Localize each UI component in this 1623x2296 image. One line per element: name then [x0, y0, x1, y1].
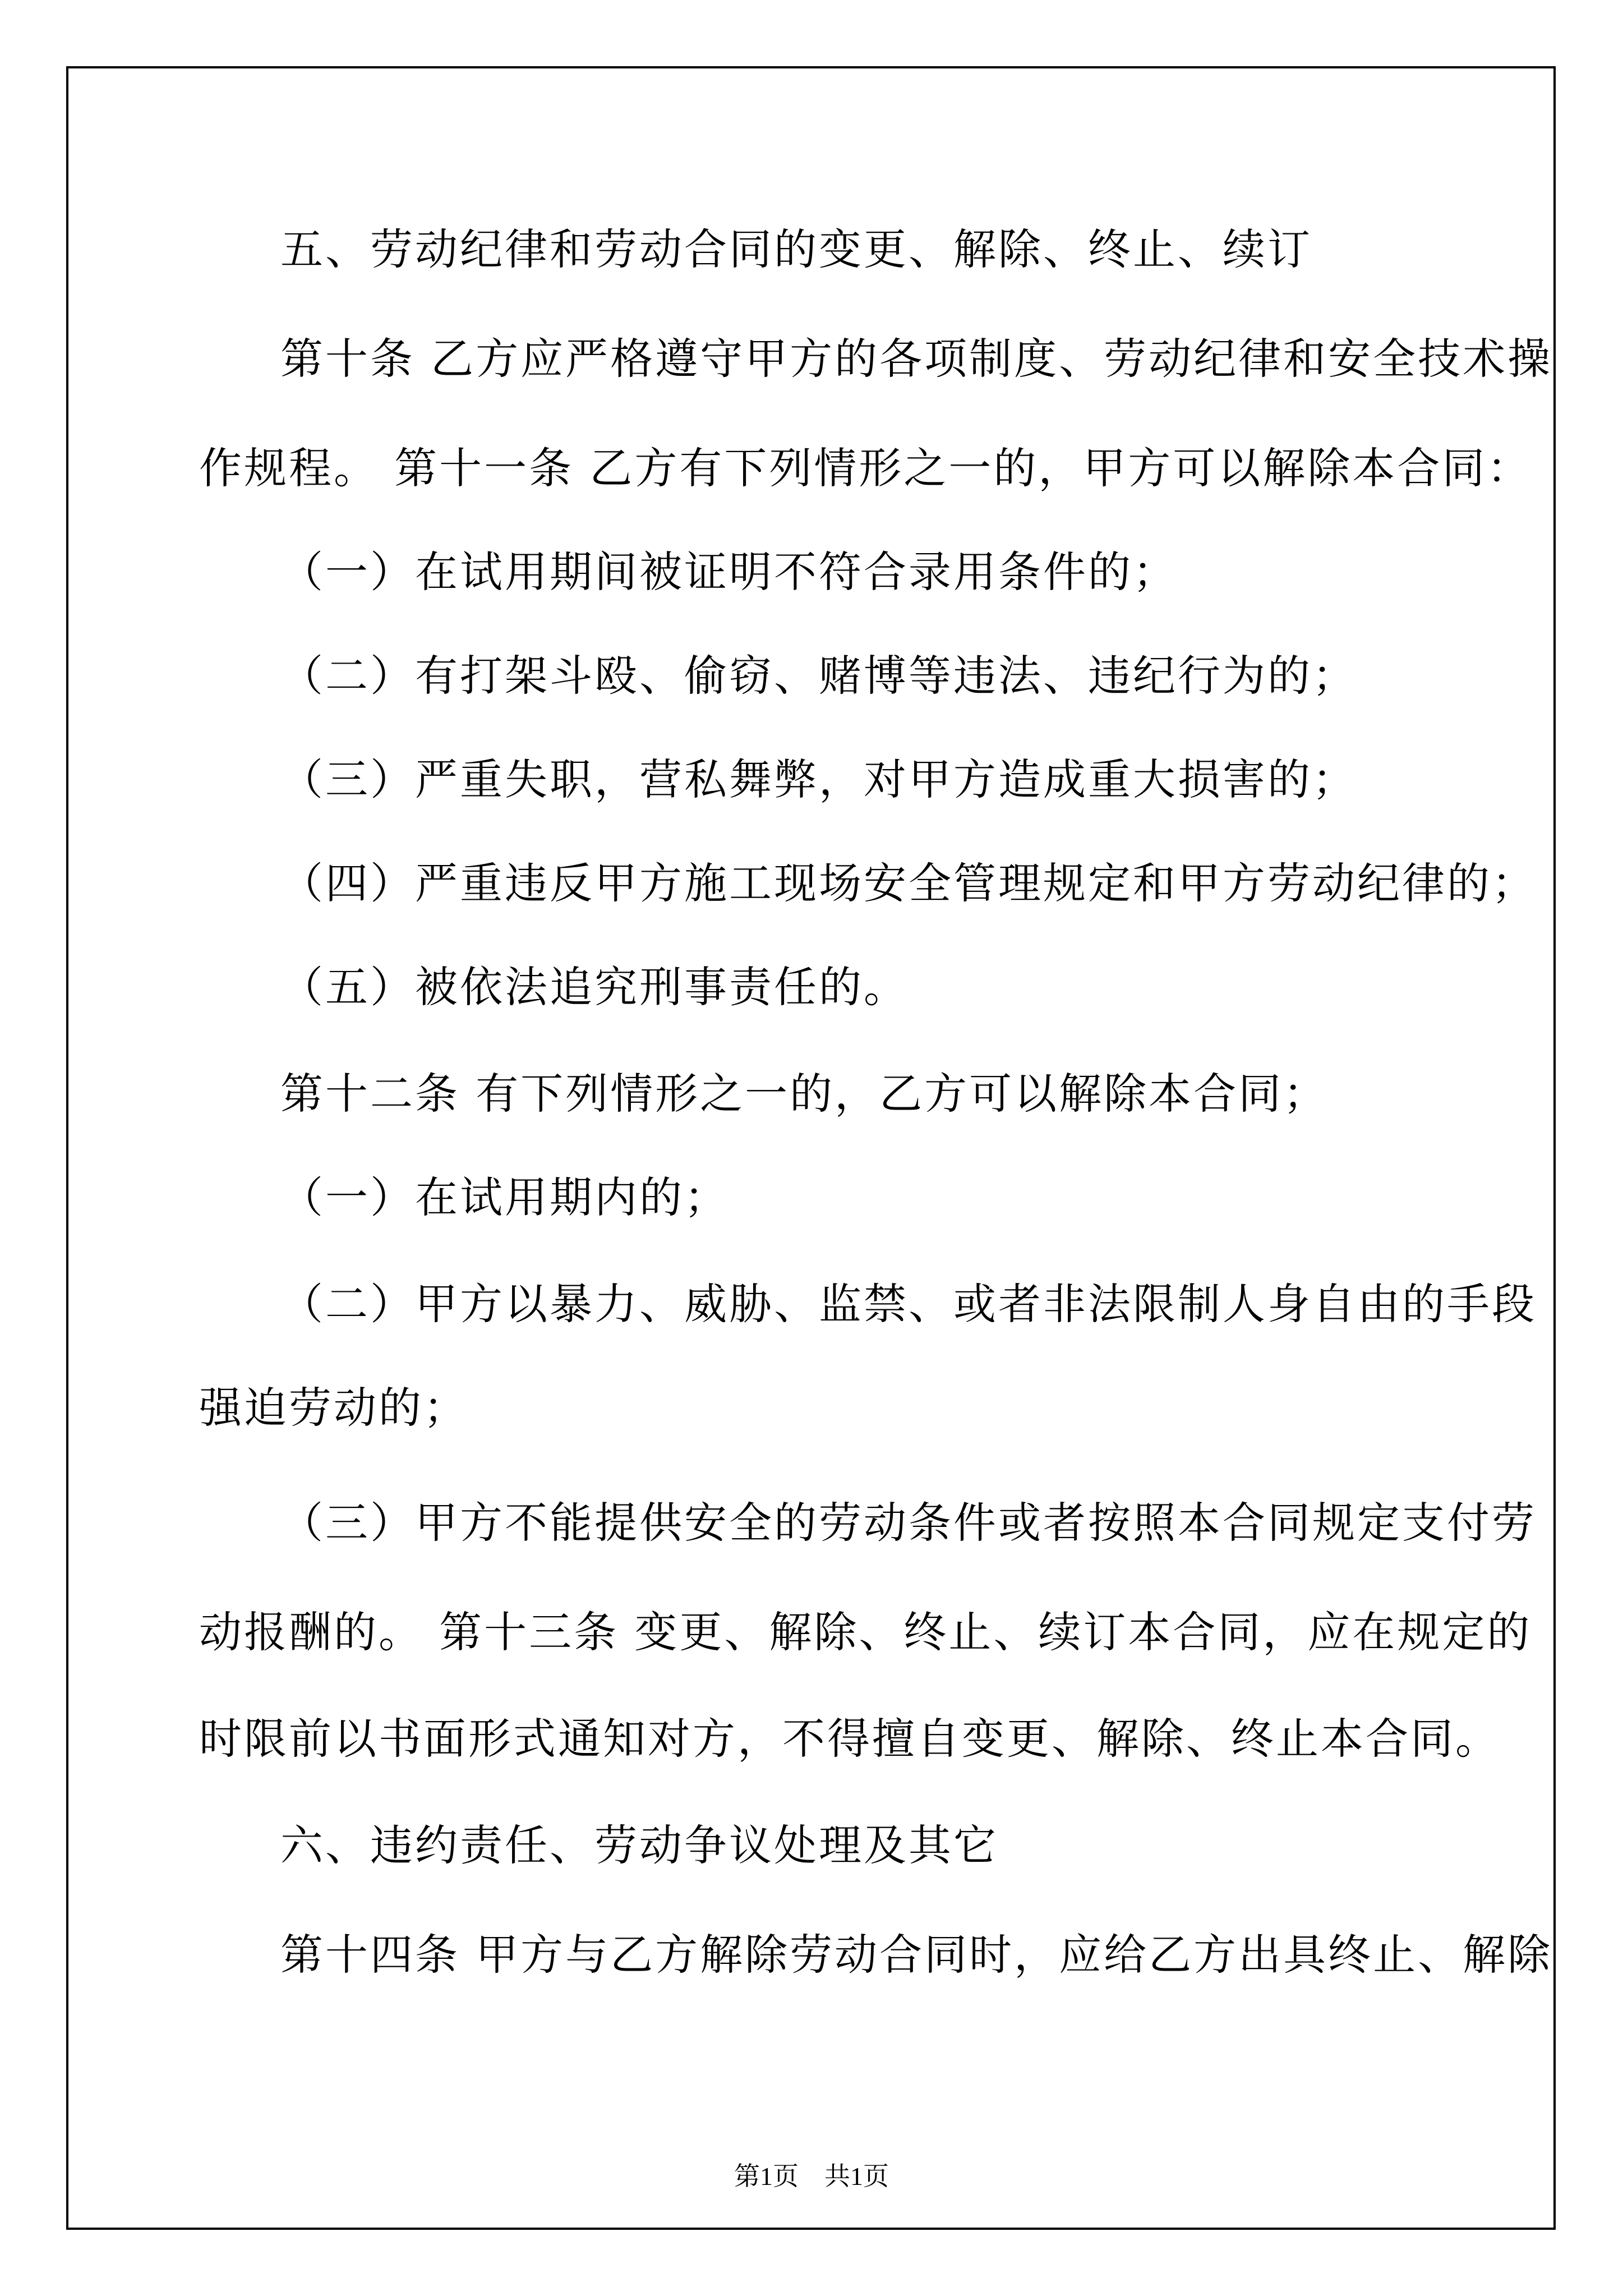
list-item: （二）有打架斗殴、偷窃、赌博等违法、违纪行为的； [280, 651, 1357, 701]
section-heading-5: 五、劳动纪律和劳动合同的变更、解除、终止、续订 [280, 224, 1312, 274]
list-item: （一）在试用期内的； [280, 1172, 729, 1222]
list-item: （五）被依法追究刑事责任的。 [280, 962, 909, 1012]
article-13-continued: 时限前以书面形式通知对方，不得擅自变更、解除、终止本合同。 [199, 1714, 1500, 1764]
article-13: 动报酬的。 第十三条 变更、解除、终止、续订本合同，应在规定的 [199, 1607, 1532, 1657]
page-footer: 第1页 共1页 [734, 2162, 889, 2191]
article-10-continued: 作规程。 第十一条 乙方有下列情形之一的，甲方可以解除本合同： [199, 443, 1532, 493]
list-item-continued: 强迫劳动的； [199, 1383, 468, 1433]
article-12: 第十二条 有下列情形之一的，乙方可以解除本合同； [280, 1069, 1329, 1119]
list-item: （三）严重失职，营私舞弊，对甲方造成重大损害的； [280, 754, 1357, 804]
list-item: （二）甲方以暴力、威胁、监禁、或者非法限制人身自由的手段 [280, 1279, 1537, 1329]
list-item: （三）甲方不能提供安全的劳动条件或者按照本合同规定支付劳 [280, 1498, 1537, 1548]
section-heading-6: 六、违约责任、劳动争议处理及其它 [280, 1820, 998, 1870]
article-14: 第十四条 甲方与乙方解除劳动合同时，应给乙方出具终止、解除 [280, 1930, 1553, 1980]
list-item: （四）严重违反甲方施工现场安全管理规定和甲方劳动纪律的； [280, 858, 1537, 908]
article-10: 第十条 乙方应严格遵守甲方的各项制度、劳动纪律和安全技术操 [280, 334, 1553, 384]
list-item: （一）在试用期间被证明不符合录用条件的； [280, 547, 1178, 597]
